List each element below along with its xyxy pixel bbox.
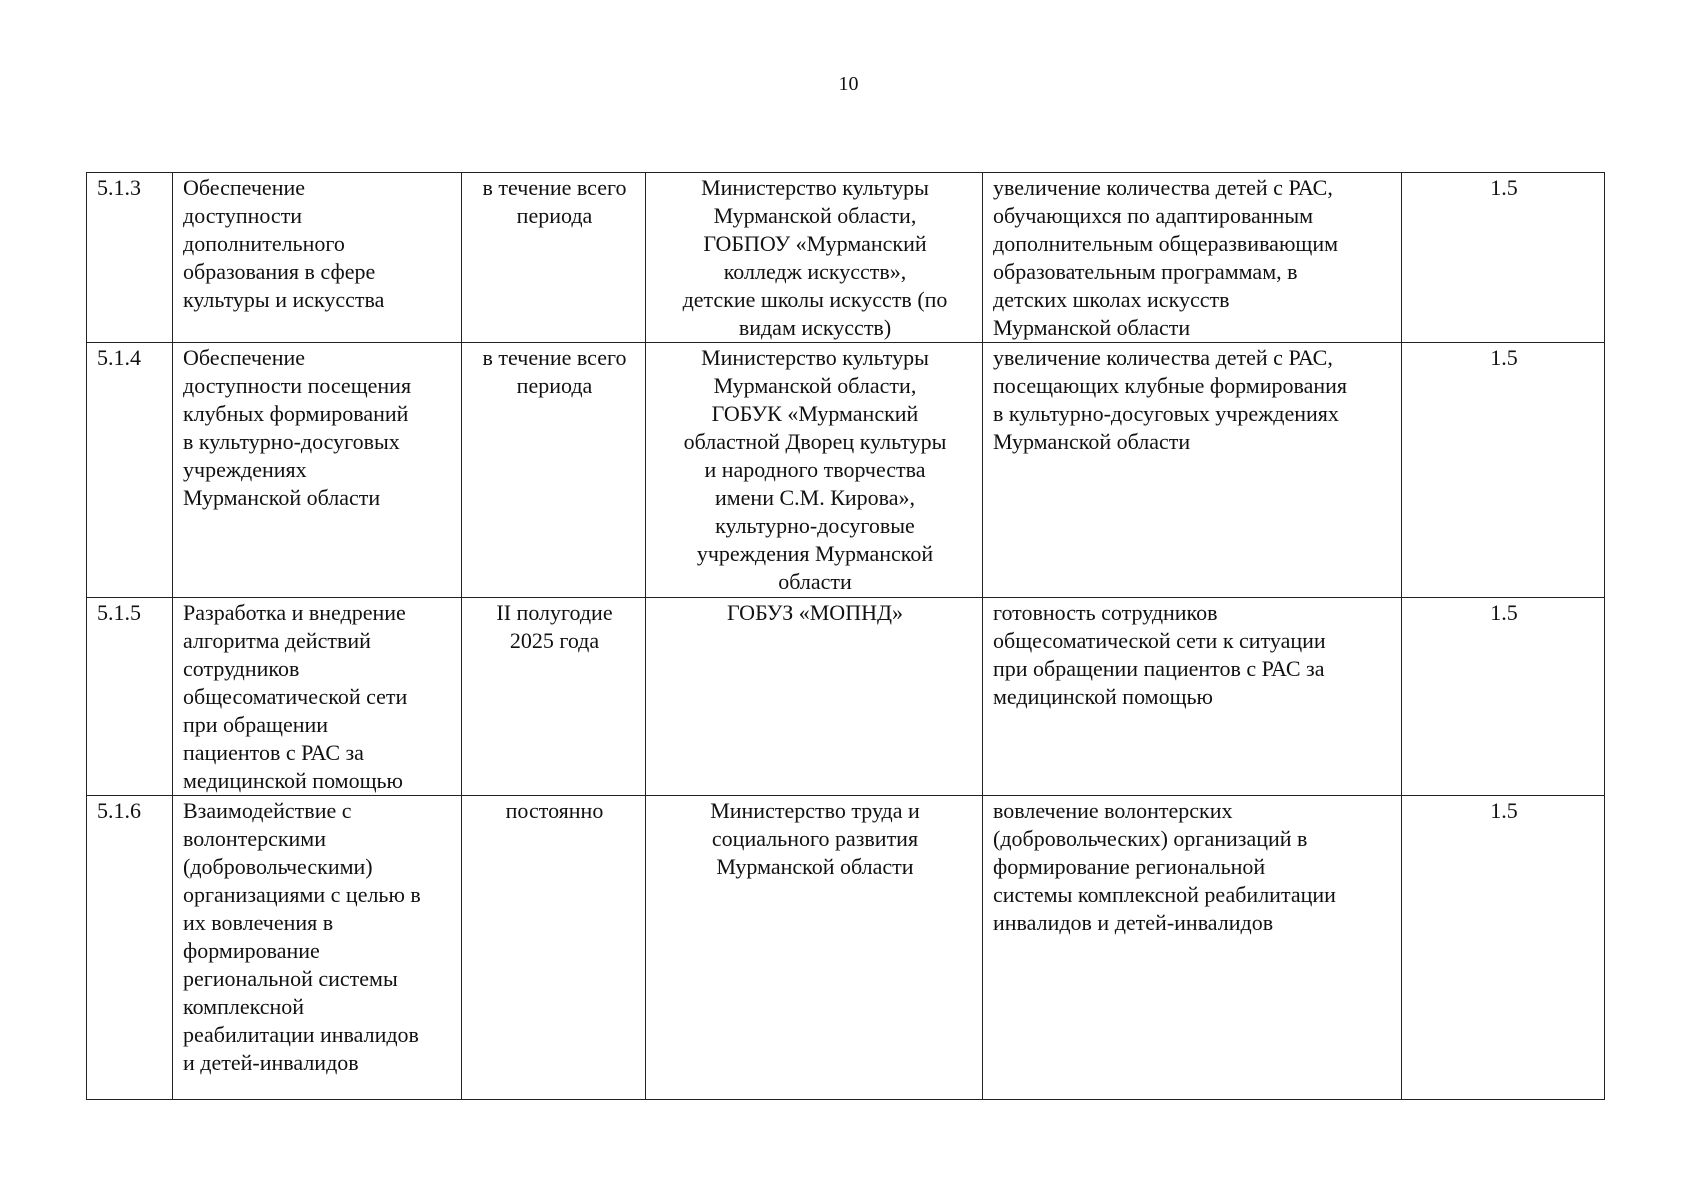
deadline: II полугодие 2025 года xyxy=(462,598,646,796)
expected-result: увеличение количества детей с РАС, обучающихся по адаптированным дополнительным общеразвивающим образовательным программам, в детских школах искусств Мурманской области xyxy=(983,173,1402,343)
indicator-reference: 1.5 xyxy=(1402,796,1605,1100)
action-plan-table xyxy=(86,172,1605,1100)
indicator-reference: 1.5 xyxy=(1402,598,1605,796)
expected-result: готовность сотрудников общесоматической сети к ситуации при обращении пациентов с РАС за медицинской помощью xyxy=(983,598,1402,796)
responsible-executor: ГОБУЗ «МОПНД» xyxy=(646,598,983,796)
deadline: в течение всего периода xyxy=(462,173,646,343)
table-row xyxy=(87,598,1605,796)
activity-name: Взаимодействие с волонтерскими (добровольческими) организациями с целью в их вовлечения в формирование региональной системы комплексной реабилитации инвалидов и детей-инвалидов xyxy=(173,796,462,1100)
table-row xyxy=(87,343,1605,598)
activity-name: Обеспечение доступности посещения клубных формирований в культурно-досуговых учреждениях Мурманской области xyxy=(173,343,462,598)
item-number: 5.1.6 xyxy=(87,796,173,1100)
item-number: 5.1.4 xyxy=(87,343,173,598)
responsible-executor: Министерство культуры Мурманской области, ГОБУК «Мурманский областной Дворец культуры и народного творчества имени С.М. Кирова», культурно-досуговые учреждения Мурманской области xyxy=(646,343,983,598)
item-number: 5.1.3 xyxy=(87,173,173,343)
activity-name: Разработка и внедрение алгоритма действий сотрудников общесоматической сети при обращении пациентов с РАС за медицинской помощью xyxy=(173,598,462,796)
table-row xyxy=(87,173,1605,343)
deadline: в течение всего периода xyxy=(462,343,646,598)
indicator-reference: 1.5 xyxy=(1402,173,1605,343)
activity-name: Обеспечение доступности дополнительного образования в сфере культуры и искусства xyxy=(173,173,462,343)
item-number: 5.1.5 xyxy=(87,598,173,796)
deadline: постоянно xyxy=(462,796,646,1100)
indicator-reference: 1.5 xyxy=(1402,343,1605,598)
responsible-executor: Министерство труда и социального развития Мурманской области xyxy=(646,796,983,1100)
responsible-executor: Министерство культуры Мурманской области, ГОБПОУ «Мурманский колледж искусств», детские школы искусств (по видам искусств) xyxy=(646,173,983,343)
expected-result: увеличение количества детей с РАС, посещающих клубные формирования в культурно-досуговых учреждениях Мурманской области xyxy=(983,343,1402,598)
expected-result: вовлечение волонтерских (добровольческих) организаций в формирование региональной системы комплексной реабилитации инвалидов и детей-инвалидов xyxy=(983,796,1402,1100)
table-row xyxy=(87,796,1605,1100)
page-number: 10 xyxy=(838,73,859,95)
